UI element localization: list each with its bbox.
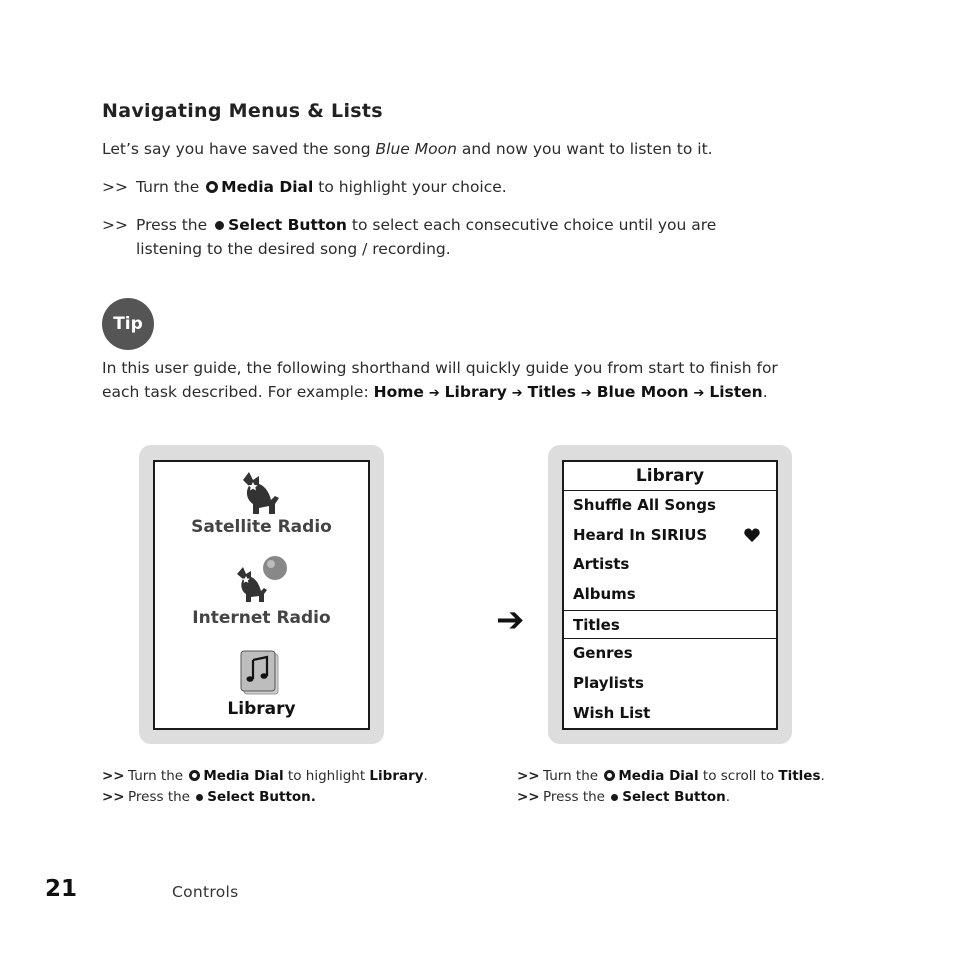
library-item-wish-list[interactable]: Wish List bbox=[573, 703, 651, 722]
library-screen bbox=[562, 460, 778, 730]
path-step: Library bbox=[444, 383, 507, 401]
dog-icon bbox=[237, 470, 283, 516]
step-text-end: to highlight your choice. bbox=[313, 178, 507, 196]
path-arrow-icon: ➔ bbox=[580, 386, 592, 401]
control-name: Media Dial bbox=[618, 768, 699, 784]
footer-section: Controls bbox=[172, 883, 239, 901]
intro-paragraph bbox=[102, 137, 713, 161]
tip-text: In this user guide, the following shorthand will quickly guide you from start to finish for bbox=[102, 359, 778, 377]
library-item-shuffle-all-songs[interactable]: Shuffle All Songs bbox=[573, 496, 716, 514]
library-item-playlists[interactable]: Playlists bbox=[573, 674, 644, 693]
section-heading: Navigating Menus & Lists bbox=[102, 100, 383, 122]
step-marker: >> bbox=[517, 789, 540, 805]
home-item-internet-radio[interactable]: Internet Radio bbox=[192, 608, 331, 628]
path-step: Blue Moon bbox=[596, 383, 689, 401]
caption-text: Turn the bbox=[128, 768, 184, 784]
step-text: Turn the bbox=[136, 178, 200, 196]
step-marker: >> bbox=[517, 768, 540, 784]
caption-left-line-1 bbox=[102, 766, 428, 787]
step-text-end: to select each consecutive choice until you are bbox=[346, 216, 717, 234]
media-dial-icon bbox=[206, 181, 218, 193]
page-number: 21 bbox=[45, 876, 78, 902]
dog-globe-icon bbox=[235, 554, 291, 606]
control-name: Media Dial bbox=[221, 178, 314, 196]
caption-right-line-2 bbox=[517, 787, 825, 808]
step-2 bbox=[102, 213, 716, 261]
path-step: Home bbox=[373, 383, 424, 401]
step-1 bbox=[102, 175, 507, 199]
tip-period: . bbox=[762, 383, 768, 401]
home-item-library[interactable]: Library bbox=[227, 699, 296, 719]
music-note-icon bbox=[240, 650, 280, 696]
media-dial-icon bbox=[189, 770, 200, 781]
library-item-genres[interactable]: Genres bbox=[573, 644, 633, 663]
tip-badge: Tip bbox=[102, 298, 154, 350]
caption-target: Titles bbox=[778, 768, 821, 784]
path-arrow-icon: ➔ bbox=[693, 386, 705, 401]
caption-end: . bbox=[725, 789, 731, 805]
library-item-label: Heard In SIRIUS bbox=[573, 525, 708, 544]
control-name: Select Button bbox=[622, 789, 726, 805]
caption-end: . bbox=[423, 768, 428, 784]
select-button-icon bbox=[611, 794, 618, 801]
caption-end: . bbox=[820, 768, 825, 784]
home-item-satellite-radio[interactable]: Satellite Radio bbox=[191, 517, 332, 537]
path-arrow-icon: ➔ bbox=[428, 386, 440, 401]
step-marker: >> bbox=[102, 768, 125, 784]
library-item-heard-in-sirius[interactable] bbox=[564, 521, 776, 551]
select-button-icon bbox=[215, 221, 224, 230]
intro-text: Let’s say you have saved the song bbox=[102, 140, 376, 158]
library-item-titles[interactable]: Titles bbox=[564, 610, 776, 640]
heart-icon bbox=[744, 528, 760, 542]
step-text-continued: listening to the desired song / recording. bbox=[136, 240, 451, 258]
control-name: Select Button bbox=[228, 216, 347, 234]
song-name: Blue Moon bbox=[375, 140, 457, 158]
caption-left bbox=[102, 766, 428, 808]
caption-text: to scroll to bbox=[698, 768, 779, 784]
home-screen bbox=[153, 460, 370, 730]
caption-left-line-2 bbox=[102, 787, 428, 808]
caption-text: Press the bbox=[543, 789, 605, 805]
tip-paragraph bbox=[102, 356, 862, 406]
control-name: Media Dial bbox=[203, 768, 284, 784]
caption-text: to highlight bbox=[283, 768, 370, 784]
path-step: Titles bbox=[527, 383, 576, 401]
tip-text: each task described. For example: bbox=[102, 383, 374, 401]
step-marker: >> bbox=[102, 178, 128, 196]
caption-text: Turn the bbox=[543, 768, 599, 784]
control-name: Select Button. bbox=[207, 789, 316, 805]
step-marker: >> bbox=[102, 789, 125, 805]
home-device-frame bbox=[139, 445, 384, 744]
intro-text-end: and now you want to listen to it. bbox=[456, 140, 713, 158]
library-device-frame bbox=[548, 445, 792, 744]
step-text: Press the bbox=[136, 216, 208, 234]
step-marker: >> bbox=[102, 216, 128, 234]
transition-arrow-icon: ➔ bbox=[496, 600, 525, 640]
library-item-albums[interactable]: Albums bbox=[573, 585, 636, 604]
path-step: Listen bbox=[709, 383, 763, 401]
caption-right-line-1 bbox=[517, 766, 825, 787]
library-title: Library bbox=[564, 462, 776, 491]
path-arrow-icon: ➔ bbox=[511, 386, 523, 401]
caption-right bbox=[517, 766, 825, 808]
select-button-icon bbox=[196, 794, 203, 801]
caption-target: Library bbox=[369, 768, 424, 784]
caption-text: Press the bbox=[128, 789, 190, 805]
library-item-artists[interactable]: Artists bbox=[573, 555, 630, 574]
media-dial-icon bbox=[604, 770, 615, 781]
